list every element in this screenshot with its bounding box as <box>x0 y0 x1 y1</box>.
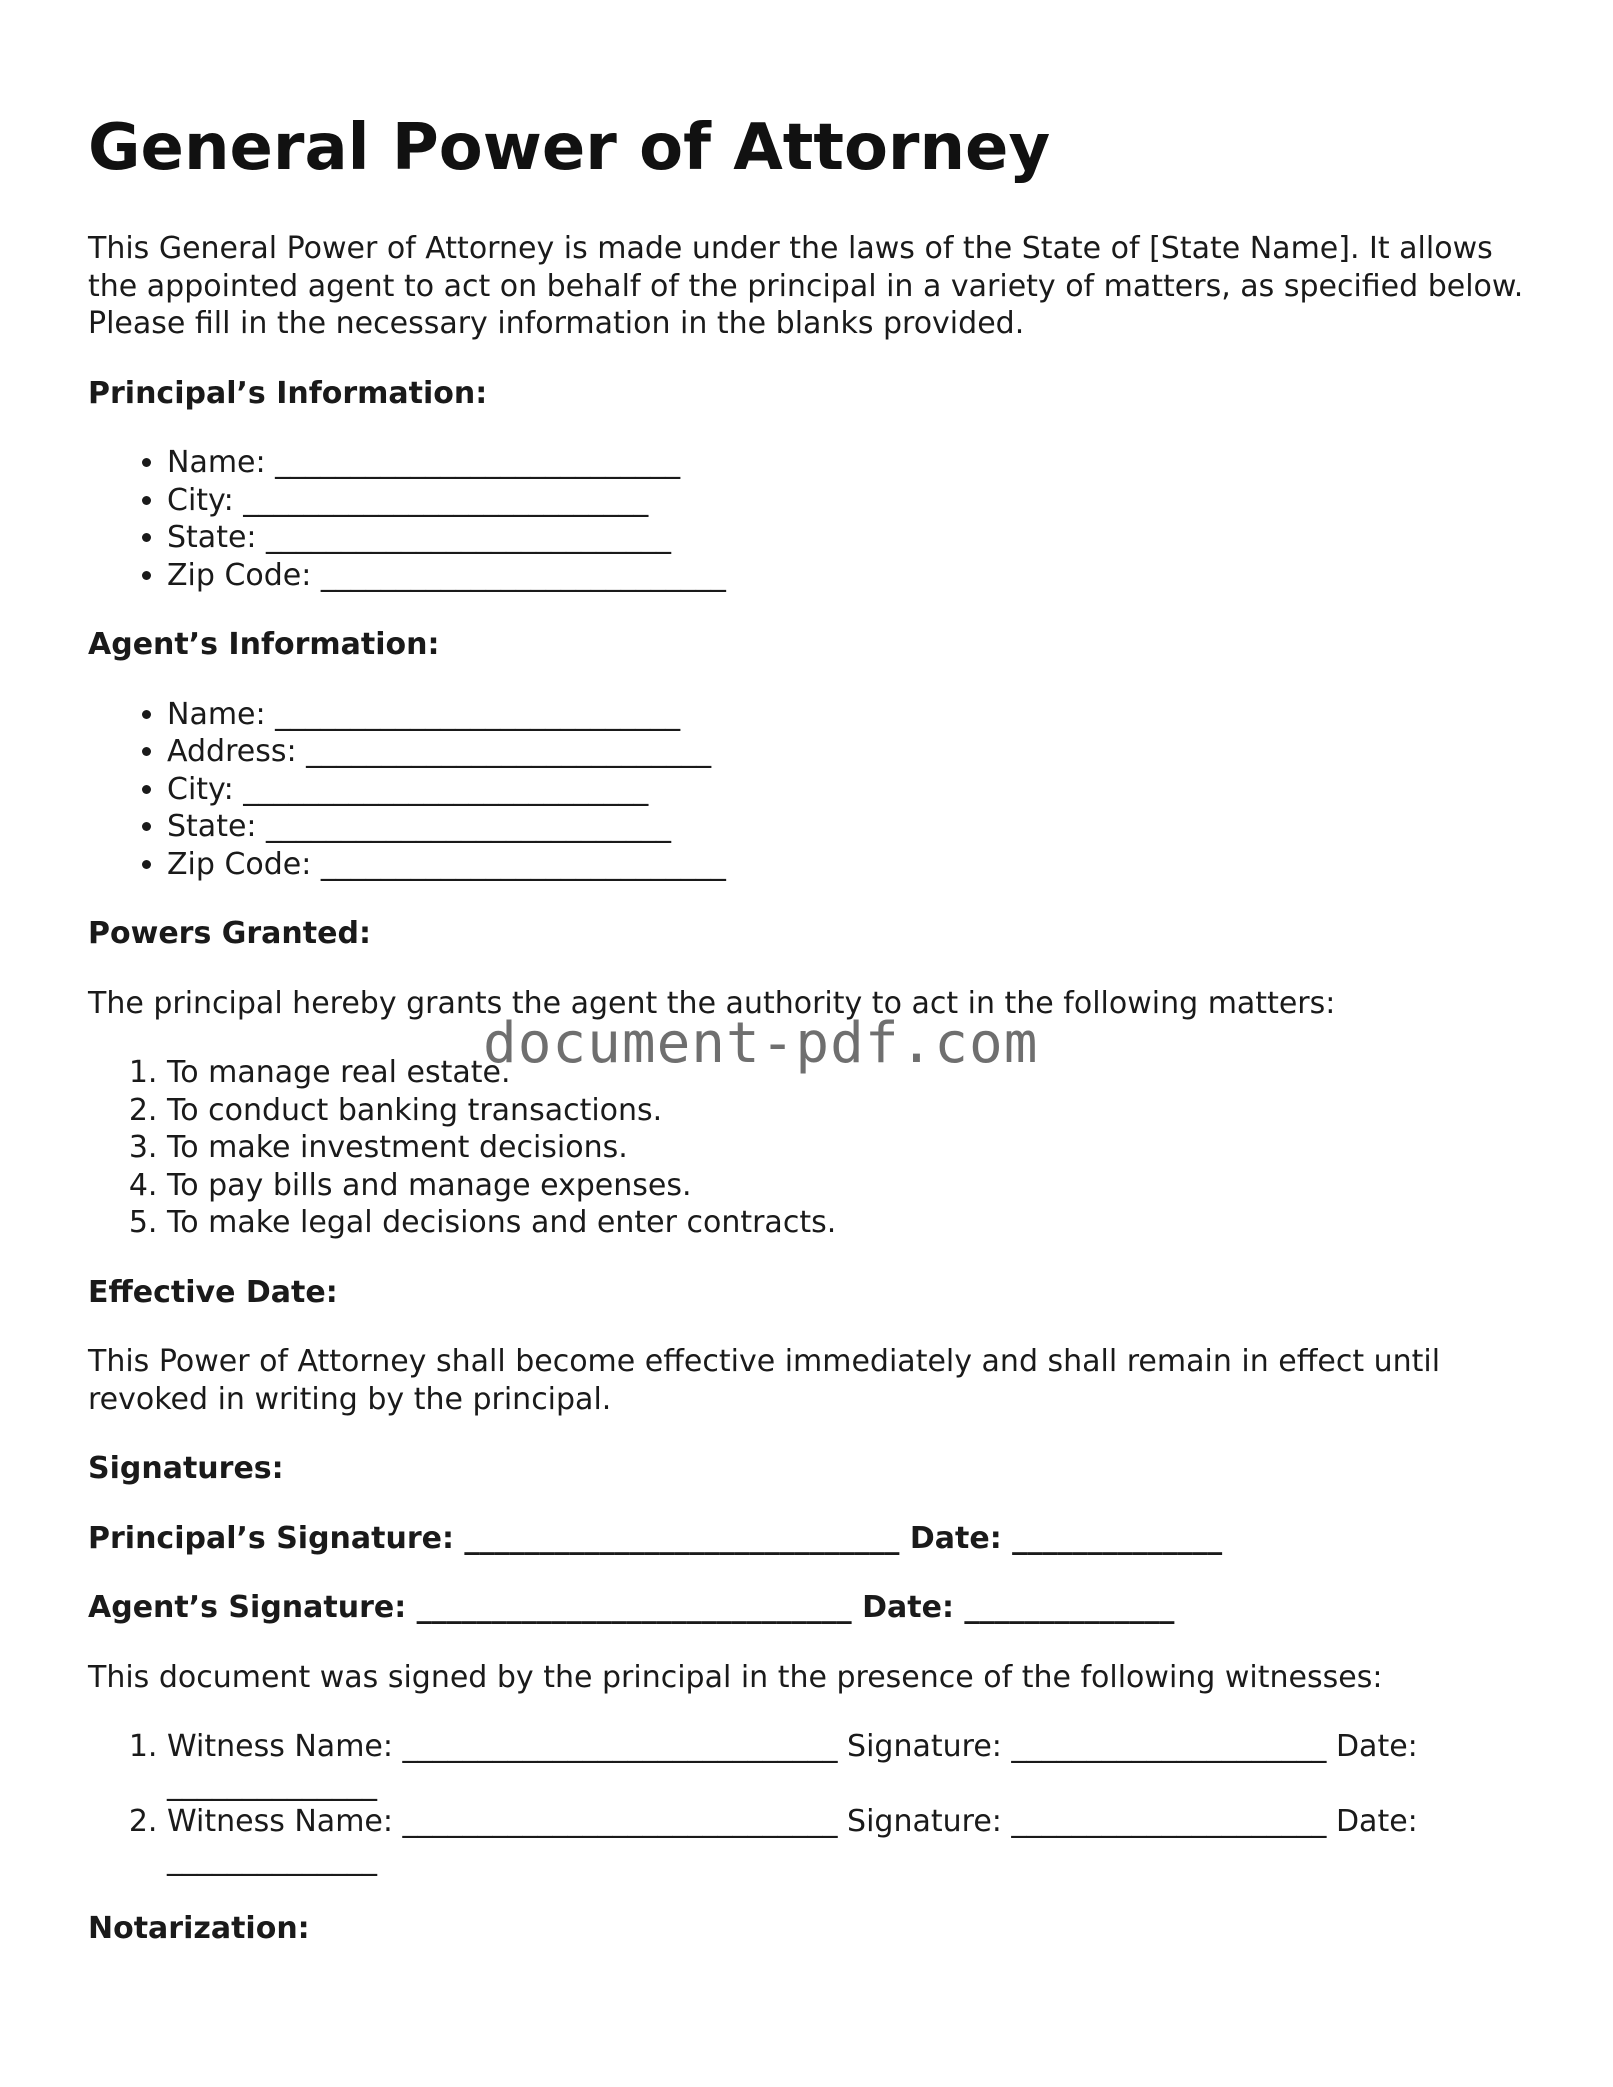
power-item: 1. To manage real estate. <box>167 1054 1528 1092</box>
agent-state-field: • State: ___________________________ <box>167 808 1528 846</box>
document-title: General Power of Attorney <box>88 111 1051 185</box>
principal-state-field: • State: ___________________________ <box>167 519 1528 557</box>
agent-city-field: • City: ___________________________ <box>167 771 1528 809</box>
powers-intro: The principal hereby grants the agent the authority to act in the following matters: <box>88 985 1336 1021</box>
powers-heading: Powers Granted: <box>88 916 371 951</box>
principal-info-list <box>88 444 1528 594</box>
principal-info-heading: Principal’s Information: <box>88 375 488 411</box>
power-item: 4. To pay bills and manage expenses. <box>167 1167 1528 1205</box>
agent-zip-field: • Zip Code: ___________________________ <box>167 846 1528 884</box>
agent-signature-line: Agent’s Signature: _____________________________ Date: ______________ <box>88 1590 1175 1625</box>
agent-info-list <box>88 696 1528 884</box>
agent-name-field: • Name: ___________________________ <box>167 696 1528 734</box>
witness-item: 2. Witness Name: _____________________________ Signature: _____________________ Date: ______________ <box>167 1803 1528 1878</box>
principal-zip-field: • Zip Code: ___________________________ <box>167 557 1528 595</box>
agent-info-heading: Agent’s Information: <box>88 627 440 662</box>
power-item: 3. To make investment decisions. <box>167 1129 1528 1167</box>
principal-signature-line: Principal’s Signature: _____________________________ Date: ______________ <box>88 1520 1223 1556</box>
witness-list <box>88 1728 1528 1878</box>
watermark-text: document-pdf.com <box>483 1011 1039 1076</box>
intro-paragraph: This General Power of Attorney is made under the laws of the State of [State Name]. It allows the appointed agent to act on behalf of the principal in a variety of matters, as specified below. Please fill in the necessary information in the blanks provided. <box>88 231 1524 341</box>
power-item: 2. To conduct banking transactions. <box>167 1092 1528 1130</box>
effective-date-text: This Power of Attorney shall become effective immediately and shall remain in effect until revoked in writing by the principal. <box>88 1344 1441 1417</box>
powers-list <box>88 1054 1528 1242</box>
power-item: 5. To make legal decisions and enter contracts. <box>167 1204 1528 1242</box>
agent-address-field: • Address: ___________________________ <box>167 733 1528 771</box>
notarization-heading: Notarization: <box>88 1911 310 1946</box>
effective-date-heading: Effective Date: <box>88 1274 338 1310</box>
principal-name-field: • Name: ___________________________ <box>167 444 1528 482</box>
witness-item: 1. Witness Name: _____________________________ Signature: _____________________ Date: ______________ <box>167 1728 1528 1803</box>
signatures-heading: Signatures: <box>88 1451 284 1486</box>
witness-intro: This document was signed by the principal in the presence of the following witnesses: <box>88 1659 1383 1695</box>
principal-city-field: • City: ___________________________ <box>167 482 1528 520</box>
